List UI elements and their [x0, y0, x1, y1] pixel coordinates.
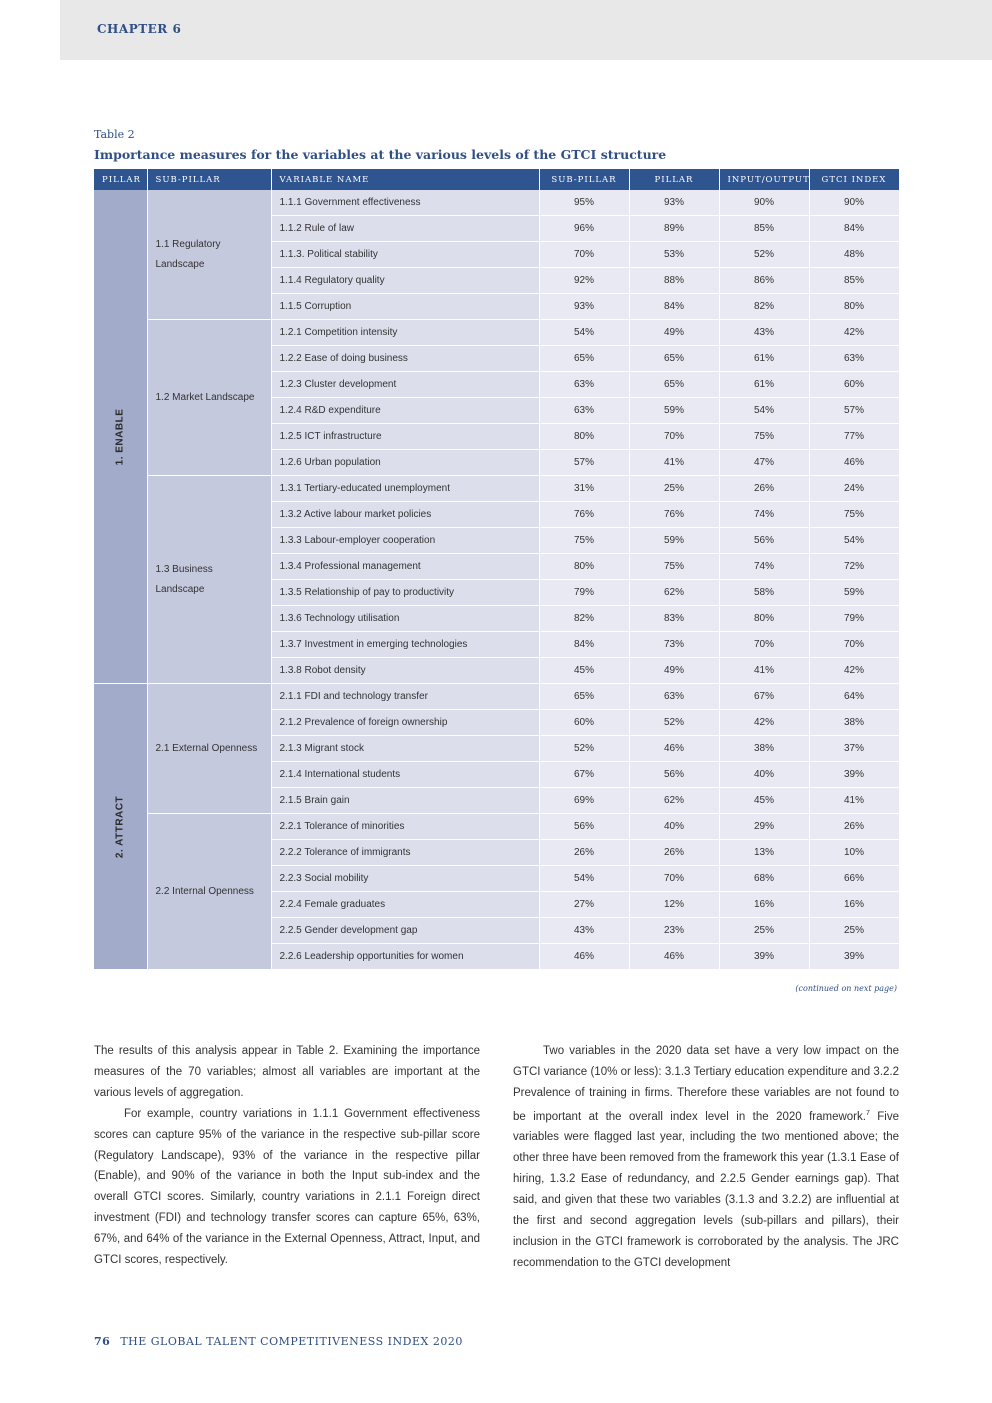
input-output-value: 45% [719, 788, 809, 814]
sub-pillar-value: 84% [539, 632, 629, 658]
input-output-value: 61% [719, 346, 809, 372]
input-output-value: 75% [719, 424, 809, 450]
input-output-value: 39% [719, 944, 809, 970]
gtci-index-value: 39% [809, 762, 899, 788]
pillar-value: 59% [629, 528, 719, 554]
input-output-value: 74% [719, 554, 809, 580]
sub-pillar-value: 96% [539, 216, 629, 242]
gtci-index-value: 26% [809, 814, 899, 840]
body-column-right [513, 1041, 899, 1274]
input-output-value: 58% [719, 580, 809, 606]
pillar-value: 26% [629, 840, 719, 866]
variable-name: 1.3.8 Robot density [271, 658, 539, 684]
gtci-index-value: 64% [809, 684, 899, 710]
variable-name: 1.1.4 Regulatory quality [271, 268, 539, 294]
input-output-value: 68% [719, 866, 809, 892]
variable-name: 2.2.4 Female graduates [271, 892, 539, 918]
sub-pillar-value: 80% [539, 554, 629, 580]
gtci-index-value: 39% [809, 944, 899, 970]
sub-pillar-value: 46% [539, 944, 629, 970]
gtci-index-value: 85% [809, 268, 899, 294]
sub-pillar-value: 76% [539, 502, 629, 528]
sub-pillar-value: 45% [539, 658, 629, 684]
pillar-label: 1. ENABLE [114, 408, 126, 465]
variable-name: 1.3.4 Professional management [271, 554, 539, 580]
input-output-value: 26% [719, 476, 809, 502]
body-paragraph [513, 1041, 899, 1274]
gtci-index-value: 60% [809, 372, 899, 398]
body-paragraph: The results of this analysis appear in Table 2. Examining the importance measures of the 70 variables; almost all variables are important at the various levels of aggregation. [94, 1045, 480, 1099]
input-output-value: 85% [719, 216, 809, 242]
pillar-value: 93% [629, 190, 719, 216]
input-output-value: 86% [719, 268, 809, 294]
body-column-left [94, 1041, 480, 1271]
pillar-value: 62% [629, 788, 719, 814]
body-text: Two variables in the 2020 data set have a very low impact on the GTCI variance (10% or less): 3.1.3 Tertiary education expenditure and 3.2.2 Prevalence of training in firms. Therefore these variables are not found to be important at the overall index level in the 2020 framework. [513, 1045, 899, 1123]
gtci-index-value: 37% [809, 736, 899, 762]
table-row [94, 476, 899, 502]
publication-title: THE GLOBAL TALENT COMPETITIVENESS INDEX 2020 [120, 1335, 463, 1348]
gtci-index-value: 72% [809, 554, 899, 580]
col-header-sub-pillar-importance: SUB-PILLAR [539, 169, 629, 190]
sub-pillar-value: 31% [539, 476, 629, 502]
pillar-value: 46% [629, 944, 719, 970]
variable-name: 2.1.2 Prevalence of foreign ownership [271, 710, 539, 736]
pillar-value: 84% [629, 294, 719, 320]
variable-name: 2.2.5 Gender development gap [271, 918, 539, 944]
variable-name: 1.2.4 R&D expenditure [271, 398, 539, 424]
col-header-pillar: PILLAR [94, 169, 147, 190]
pillar-value: 65% [629, 346, 719, 372]
gtci-index-value: 59% [809, 580, 899, 606]
sub-pillar-value: 79% [539, 580, 629, 606]
sub-pillar-label: 1.3 Business Landscape [147, 476, 271, 684]
variable-name: 2.1.4 International students [271, 762, 539, 788]
pillar-value: 52% [629, 710, 719, 736]
pillar-value: 76% [629, 502, 719, 528]
gtci-index-value: 75% [809, 502, 899, 528]
table-row [94, 320, 899, 346]
variable-name: 1.1.5 Corruption [271, 294, 539, 320]
variable-name: 1.2.5 ICT infrastructure [271, 424, 539, 450]
sub-pillar-value: 69% [539, 788, 629, 814]
sub-pillar-value: 63% [539, 372, 629, 398]
gtci-index-value: 70% [809, 632, 899, 658]
input-output-value: 29% [719, 814, 809, 840]
input-output-value: 61% [719, 372, 809, 398]
pillar-label: 2. ATTRACT [114, 795, 126, 858]
table-label: Table 2 [94, 128, 135, 141]
pillar-value: 12% [629, 892, 719, 918]
pillar-value: 41% [629, 450, 719, 476]
gtci-index-value: 38% [809, 710, 899, 736]
gtci-index-value: 63% [809, 346, 899, 372]
pillar-value: 56% [629, 762, 719, 788]
gtci-index-value: 41% [809, 788, 899, 814]
page-footer [94, 1335, 463, 1348]
sub-pillar-value: 27% [539, 892, 629, 918]
sub-pillar-value: 63% [539, 398, 629, 424]
variable-name: 2.1.5 Brain gain [271, 788, 539, 814]
variable-name: 2.1.3 Migrant stock [271, 736, 539, 762]
variable-name: 1.1.3. Political stability [271, 242, 539, 268]
pillar-value: 75% [629, 554, 719, 580]
table-header-row [94, 169, 899, 190]
pillar-value: 83% [629, 606, 719, 632]
variable-name: 1.1.1 Government effectiveness [271, 190, 539, 216]
pillar-value: 70% [629, 866, 719, 892]
pillar-value: 62% [629, 580, 719, 606]
input-output-value: 56% [719, 528, 809, 554]
input-output-value: 41% [719, 658, 809, 684]
sub-pillar-label: 2.2 Internal Openness [147, 814, 271, 970]
page-number: 76 [94, 1335, 111, 1348]
pillar-value: 25% [629, 476, 719, 502]
variable-name: 1.2.2 Ease of doing business [271, 346, 539, 372]
sub-pillar-value: 65% [539, 346, 629, 372]
pillar-value: 40% [629, 814, 719, 840]
input-output-value: 74% [719, 502, 809, 528]
variable-name: 2.1.1 FDI and technology transfer [271, 684, 539, 710]
sub-pillar-value: 92% [539, 268, 629, 294]
pillar-value: 49% [629, 320, 719, 346]
footnote-marker: 7 [865, 1109, 870, 1117]
input-output-value: 42% [719, 710, 809, 736]
sub-pillar-value: 70% [539, 242, 629, 268]
input-output-value: 52% [719, 242, 809, 268]
sub-pillar-value: 54% [539, 320, 629, 346]
continued-note: (continued on next page) [795, 984, 897, 993]
sub-pillar-value: 95% [539, 190, 629, 216]
variable-name: 2.2.6 Leadership opportunities for women [271, 944, 539, 970]
variable-name: 1.3.2 Active labour market policies [271, 502, 539, 528]
sub-pillar-value: 43% [539, 918, 629, 944]
gtci-index-value: 66% [809, 866, 899, 892]
col-header-gtci-index: GTCI INDEX [809, 169, 899, 190]
col-header-variable-name: VARIABLE NAME [271, 169, 539, 190]
pillar-cell [94, 190, 147, 684]
sub-pillar-value: 56% [539, 814, 629, 840]
variable-name: 2.2.1 Tolerance of minorities [271, 814, 539, 840]
sub-pillar-label: 1.1 Regulatory Landscape [147, 190, 271, 320]
gtci-index-value: 42% [809, 320, 899, 346]
header-band [60, 0, 992, 60]
input-output-value: 40% [719, 762, 809, 788]
sub-pillar-value: 80% [539, 424, 629, 450]
pillar-value: 59% [629, 398, 719, 424]
variable-name: 1.2.6 Urban population [271, 450, 539, 476]
gtci-index-value: 46% [809, 450, 899, 476]
sub-pillar-value: 57% [539, 450, 629, 476]
col-header-input-output: INPUT/OUTPUT [719, 169, 809, 190]
input-output-value: 25% [719, 918, 809, 944]
variable-name: 1.3.1 Tertiary-educated unemployment [271, 476, 539, 502]
body-text: Five variables were flagged last year, including the two mentioned above; the other three have been removed from the framework this year (1.3.1 Ease of hiring, 1.3.2 Ease of redundancy, and 2.2.5 Gender earnings gap). That said, and given that these two variables (3.1.3 and 3.2.2) are influential at the first and second aggregation levels (sub-pillars and pillars), their inclusion in the GTCI framework is corroborated by the analysis. The JRC recommendation to the GTCI development [513, 1110, 900, 1269]
input-output-value: 16% [719, 892, 809, 918]
variable-name: 1.3.3 Labour-employer cooperation [271, 528, 539, 554]
gtci-index-value: 54% [809, 528, 899, 554]
gtci-index-value: 84% [809, 216, 899, 242]
table-row [94, 684, 899, 710]
gtci-index-value: 79% [809, 606, 899, 632]
gtci-index-value: 48% [809, 242, 899, 268]
variable-name: 2.2.2 Tolerance of immigrants [271, 840, 539, 866]
pillar-cell [94, 684, 147, 970]
body-paragraph: For example, country variations in 1.1.1 Government effectiveness scores can capture 95% of the variance in the respective sub-pillar score (Regulatory Landscape), 93% of the variance in the respective pillar (Enable), and 90% of the variance in both the Input sub-index and the overall GTCI scores. Similarly, country variations in 2.1.1 Foreign direct investment (FDI) and technology transfer scores can capture 65%, 63%, 67%, and 64% of the variance in the External Openness, Attract, Input, and GTCI scores, respectively. [94, 1107, 480, 1267]
variable-name: 1.1.2 Rule of law [271, 216, 539, 242]
input-output-value: 38% [719, 736, 809, 762]
pillar-value: 70% [629, 424, 719, 450]
variable-name: 2.2.3 Social mobility [271, 866, 539, 892]
pillar-value: 63% [629, 684, 719, 710]
pillar-value: 23% [629, 918, 719, 944]
gtci-index-value: 42% [809, 658, 899, 684]
gtci-index-value: 10% [809, 840, 899, 866]
sub-pillar-value: 75% [539, 528, 629, 554]
table-title: Importance measures for the variables at the various levels of the GTCI structure [94, 147, 667, 162]
variable-name: 1.2.1 Competition intensity [271, 320, 539, 346]
input-output-value: 67% [719, 684, 809, 710]
sub-pillar-value: 82% [539, 606, 629, 632]
input-output-value: 90% [719, 190, 809, 216]
col-header-sub-pillar: SUB-PILLAR [147, 169, 271, 190]
variable-name: 1.2.3 Cluster development [271, 372, 539, 398]
input-output-value: 43% [719, 320, 809, 346]
gtci-index-value: 57% [809, 398, 899, 424]
sub-pillar-label: 1.2 Market Landscape [147, 320, 271, 476]
table-row [94, 814, 899, 840]
sub-pillar-value: 60% [539, 710, 629, 736]
gtci-index-value: 80% [809, 294, 899, 320]
pillar-value: 88% [629, 268, 719, 294]
variable-name: 1.3.6 Technology utilisation [271, 606, 539, 632]
input-output-value: 47% [719, 450, 809, 476]
pillar-value: 53% [629, 242, 719, 268]
pillar-value: 65% [629, 372, 719, 398]
sub-pillar-value: 54% [539, 866, 629, 892]
sub-pillar-value: 52% [539, 736, 629, 762]
input-output-value: 13% [719, 840, 809, 866]
pillar-value: 73% [629, 632, 719, 658]
input-output-value: 70% [719, 632, 809, 658]
input-output-value: 80% [719, 606, 809, 632]
gtci-index-value: 25% [809, 918, 899, 944]
gtci-index-value: 24% [809, 476, 899, 502]
input-output-value: 82% [719, 294, 809, 320]
gtci-index-value: 77% [809, 424, 899, 450]
chapter-label: CHAPTER 6 [97, 22, 182, 36]
pillar-value: 89% [629, 216, 719, 242]
gtci-index-value: 16% [809, 892, 899, 918]
gtci-index-value: 90% [809, 190, 899, 216]
sub-pillar-label: 2.1 External Openness [147, 684, 271, 814]
input-output-value: 54% [719, 398, 809, 424]
table-row [94, 190, 899, 216]
sub-pillar-value: 65% [539, 684, 629, 710]
pillar-value: 49% [629, 658, 719, 684]
variable-name: 1.3.7 Investment in emerging technologies [271, 632, 539, 658]
variable-name: 1.3.5 Relationship of pay to productivity [271, 580, 539, 606]
sub-pillar-value: 93% [539, 294, 629, 320]
col-header-pillar-importance: PILLAR [629, 169, 719, 190]
pillar-value: 46% [629, 736, 719, 762]
sub-pillar-value: 67% [539, 762, 629, 788]
table-body [94, 190, 899, 970]
sub-pillar-value: 26% [539, 840, 629, 866]
importance-table [94, 169, 900, 970]
